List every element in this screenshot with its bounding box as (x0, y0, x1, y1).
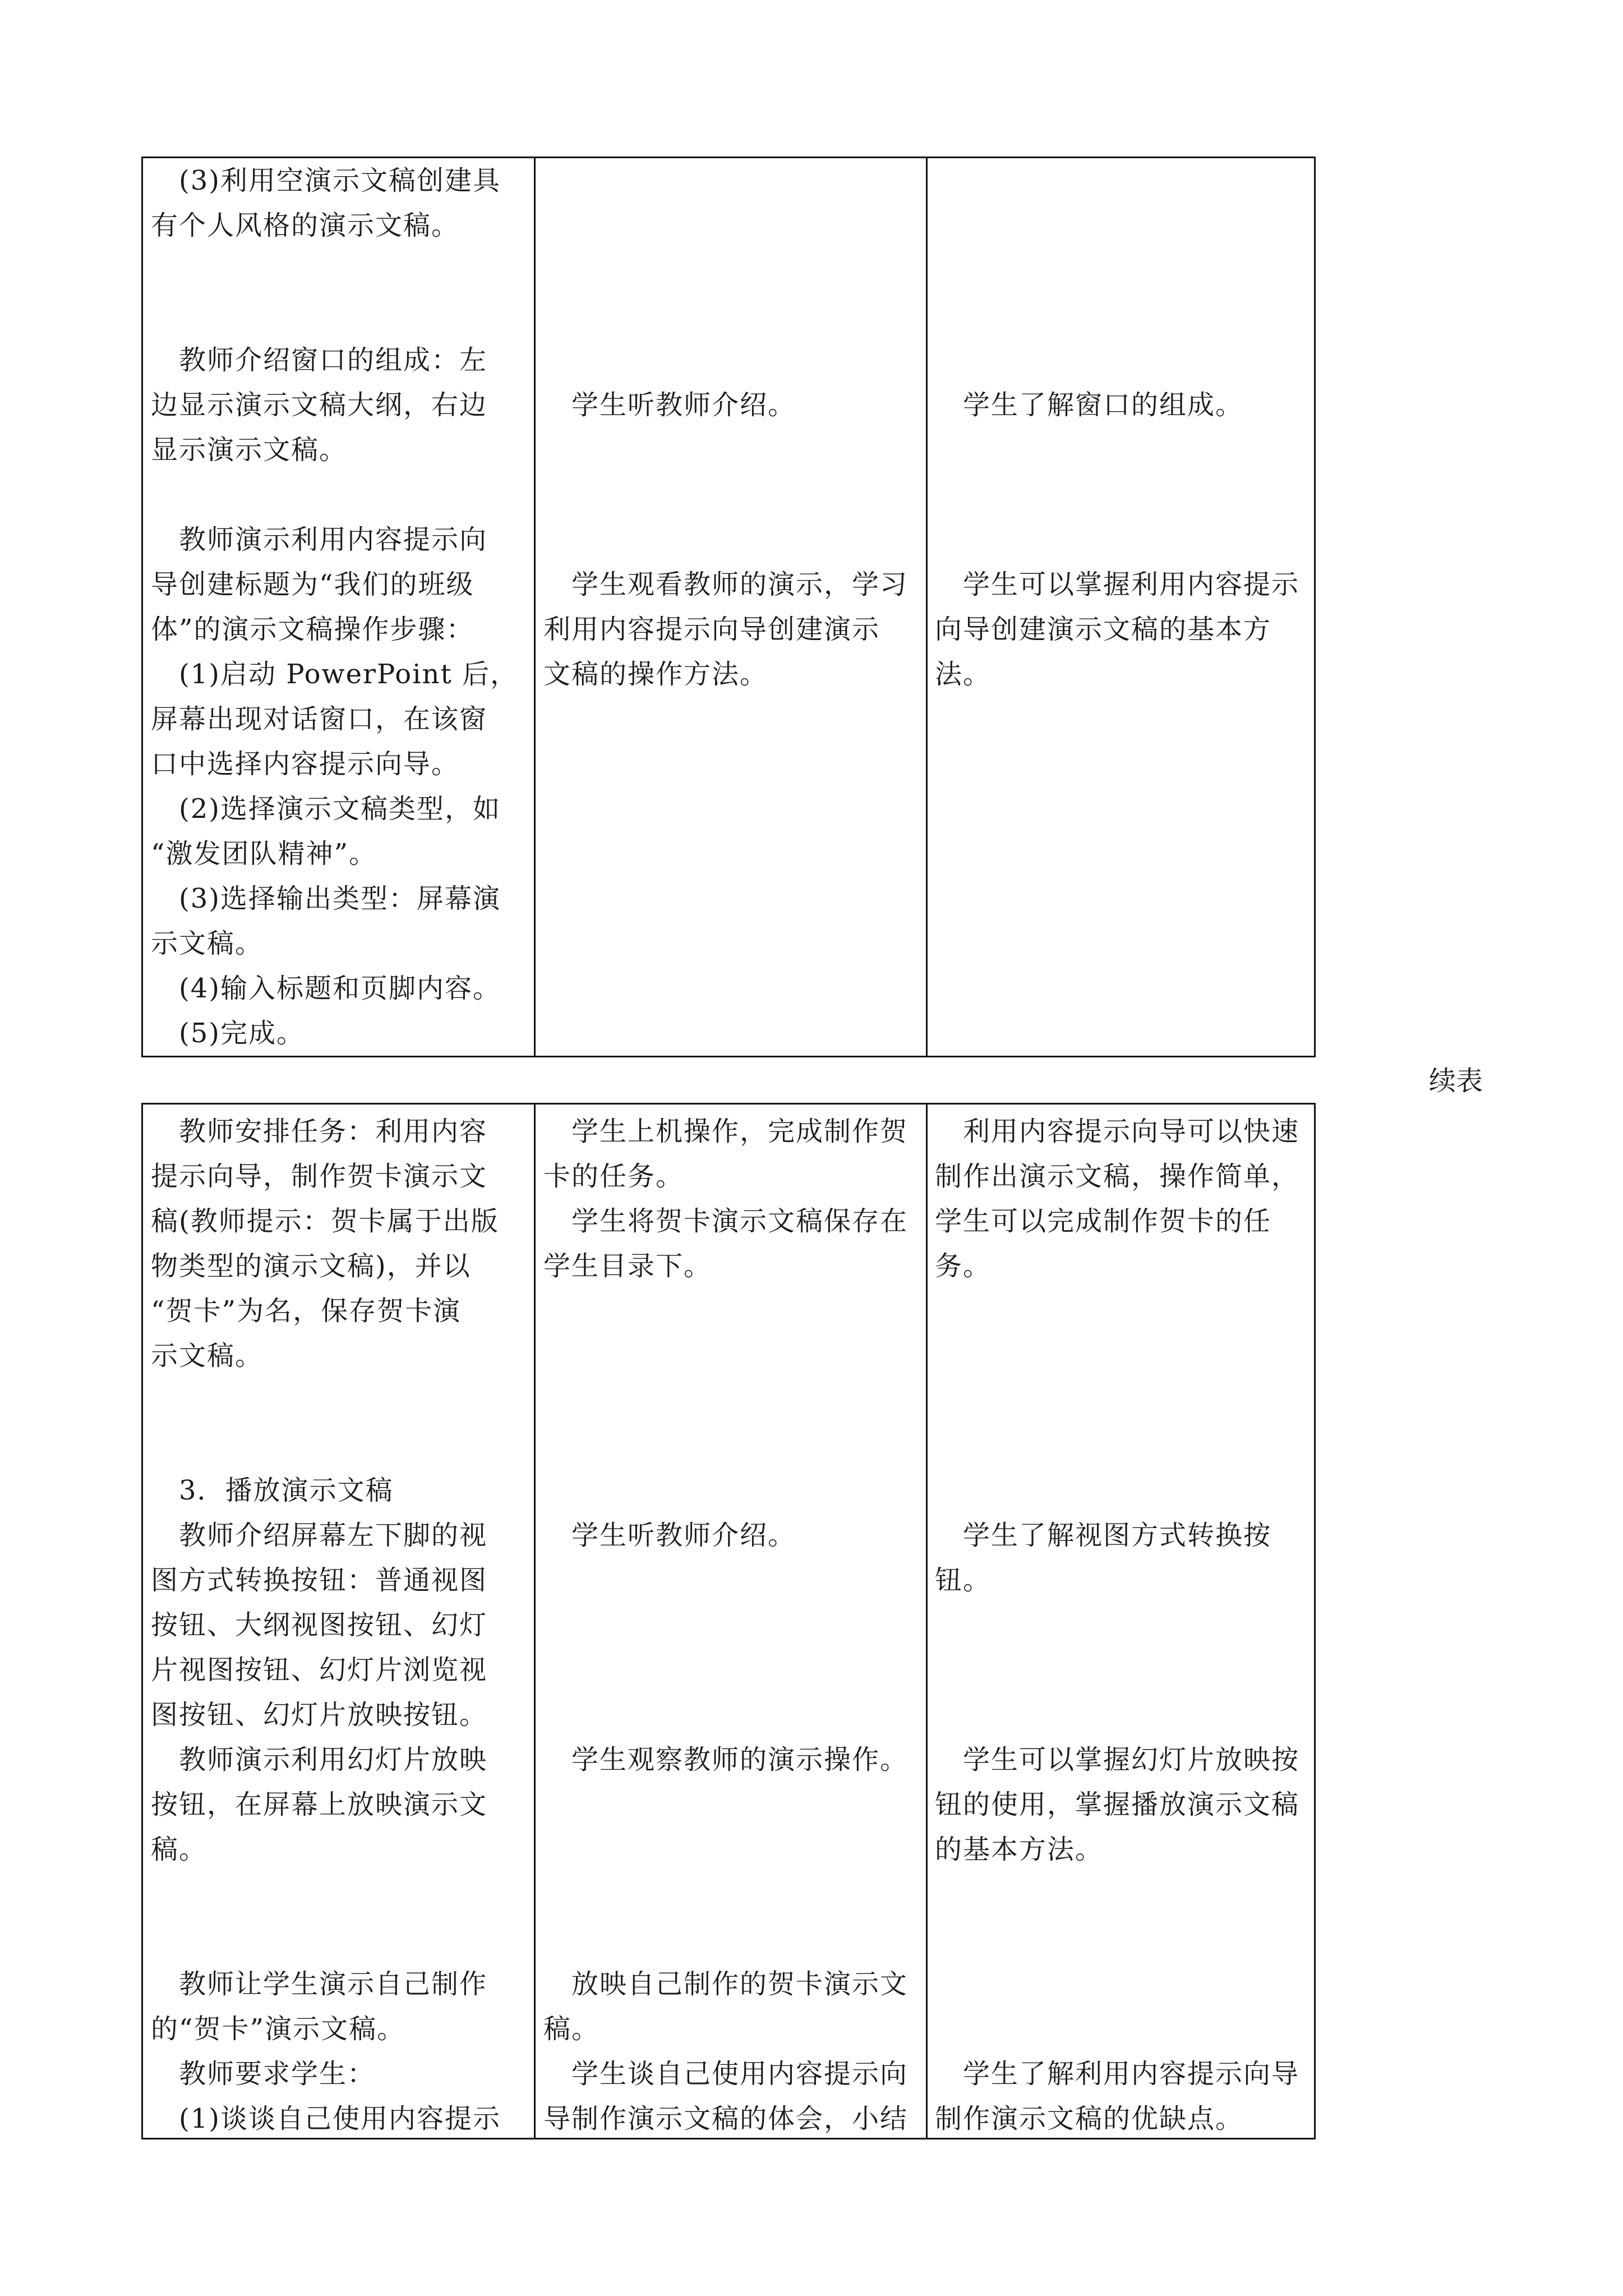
cell-text-line: 卡的任务。 (543, 1161, 684, 1192)
cell-text-line: 文稿的操作方法。 (543, 659, 768, 690)
cell-text-line: 学生将贺卡演示文稿保存在 (543, 1205, 909, 1237)
cell-text-line: 学生听教师介绍。 (543, 1520, 796, 1551)
cell-text-line: 的基本方法。 (935, 1834, 1104, 1865)
cell-text-line: 钮的使用，掌握播放演示文稿 (935, 1789, 1300, 1820)
lesson-table-part1 (141, 157, 1316, 1057)
cell-text-line: 学生观察教师的演示操作。 (543, 1744, 909, 1775)
cell-text-line: 学生可以掌握幻灯片放映按 (935, 1744, 1300, 1775)
column-divider (926, 1105, 928, 2138)
cell-text-line: 按钮，在屏幕上放映演示文 (151, 1789, 488, 1820)
cell-text-line: 教师安排任务：利用内容 (151, 1116, 488, 1147)
cell-text-line: (4)输入标题和页脚内容。 (151, 973, 501, 1004)
cell-text-line: 教师演示利用幻灯片放映 (151, 1744, 488, 1775)
cell-text-line: 口中选择内容提示向导。 (151, 748, 460, 780)
cell-text-line: 有个人风格的演示文稿。 (151, 210, 460, 241)
continued-label: 续表 (1429, 1065, 1483, 1097)
cell-text-line: 务。 (935, 1250, 992, 1282)
cell-text-line: 教师让学生演示自己制作 (151, 1968, 488, 2000)
cell-text-line: (1)启动 PowerPoint 后， (151, 659, 519, 690)
cell-text-line: 钮。 (935, 1565, 992, 1596)
cell-text-line: 示文稿。 (151, 1340, 264, 1372)
cell-text-line: 导制作演示文稿的体会，小结 (543, 2103, 909, 2134)
cell-text-line: 稿。 (543, 2013, 600, 2045)
cell-text-line: 向导创建演示文稿的基本方 (935, 614, 1272, 645)
cell-text-line: 学生听教师介绍。 (543, 389, 796, 421)
cell-text-line: 学生目录下。 (543, 1250, 712, 1282)
cell-text-line: 稿(教师提示：贺卡属于出版 (151, 1205, 499, 1237)
cell-text-line: 学生谈自己使用内容提示向 (543, 2058, 909, 2090)
cell-text-line: 示文稿。 (151, 928, 264, 959)
cell-text-line: 显示演示文稿。 (151, 434, 348, 466)
cell-text-line: 教师介绍窗口的组成：左 (151, 344, 488, 376)
cell-text-line: 导创建标题为“我们的班级 (151, 569, 474, 600)
cell-text-line: 利用内容提示向导可以快速 (935, 1116, 1300, 1147)
cell-text-line: 教师要求学生： (151, 2058, 376, 2090)
cell-text-line: 学生了解窗口的组成。 (935, 389, 1244, 421)
cell-text-line: 图方式转换按钮：普通视图 (151, 1565, 488, 1596)
cell-text-line: 利用内容提示向导创建演示 (543, 614, 880, 645)
cell-text-line: 体”的演示文稿操作步骤： (151, 614, 474, 645)
column-divider (926, 158, 928, 1056)
cell-text-line: 教师介绍屏幕左下脚的视 (151, 1520, 488, 1551)
cell-text-line: 制作演示文稿的优缺点。 (935, 2103, 1244, 2134)
cell-text-line: 放映自己制作的贺卡演示文 (543, 1968, 909, 2000)
cell-text-line: 学生了解利用内容提示向导 (935, 2058, 1300, 2090)
column-divider (534, 1105, 536, 2138)
cell-text-line: 制作出演示文稿，操作简单， (935, 1161, 1300, 1192)
cell-text-line: 的“贺卡”演示文稿。 (151, 2013, 405, 2045)
cell-text-line: 法。 (935, 659, 992, 690)
cell-text-line: 3．播放演示文稿 (151, 1475, 394, 1506)
cell-text-line: 稿。 (151, 1834, 208, 1865)
cell-text-line: (5)完成。 (151, 1018, 305, 1049)
cell-text-line: 屏幕出现对话窗口，在该窗 (151, 703, 488, 735)
lesson-table-part2 (141, 1103, 1316, 2139)
cell-text-line: 按钮、大纲视图按钮、幻灯 (151, 1609, 488, 1641)
cell-text-line: 提示向导，制作贺卡演示文 (151, 1161, 488, 1192)
cell-text-line: 物类型的演示文稿)，并以 (151, 1250, 471, 1282)
cell-text-line: (2)选择演示文稿类型，如 (151, 793, 501, 825)
cell-text-line: (3)选择输出类型：屏幕演 (151, 883, 501, 914)
cell-text-line: 学生可以掌握利用内容提示 (935, 569, 1300, 600)
cell-text-line: 图按钮、幻灯片放映按钮。 (151, 1699, 488, 1731)
cell-text-line: “贺卡”为名，保存贺卡演 (151, 1295, 462, 1327)
cell-text-line: (1)谈谈自己使用内容提示 (151, 2103, 501, 2134)
cell-text-line: 片视图按钮、幻灯片浏览视 (151, 1654, 488, 1686)
cell-text-line: 学生了解视图方式转换按 (935, 1520, 1272, 1551)
cell-text-line: 边显示演示文稿大纲，右边 (151, 389, 488, 421)
cell-text-line: 学生观看教师的演示，学习 (543, 569, 909, 600)
cell-text-line: 教师演示利用内容提示向 (151, 524, 488, 555)
cell-text-line: (3)利用空演示文稿创建具 (151, 165, 501, 196)
cell-text-line: 学生上机操作，完成制作贺 (543, 1116, 909, 1147)
column-divider (534, 158, 536, 1056)
cell-text-line: “激发团队精神”。 (151, 838, 377, 869)
cell-text-line: 学生可以完成制作贺卡的任 (935, 1205, 1272, 1237)
